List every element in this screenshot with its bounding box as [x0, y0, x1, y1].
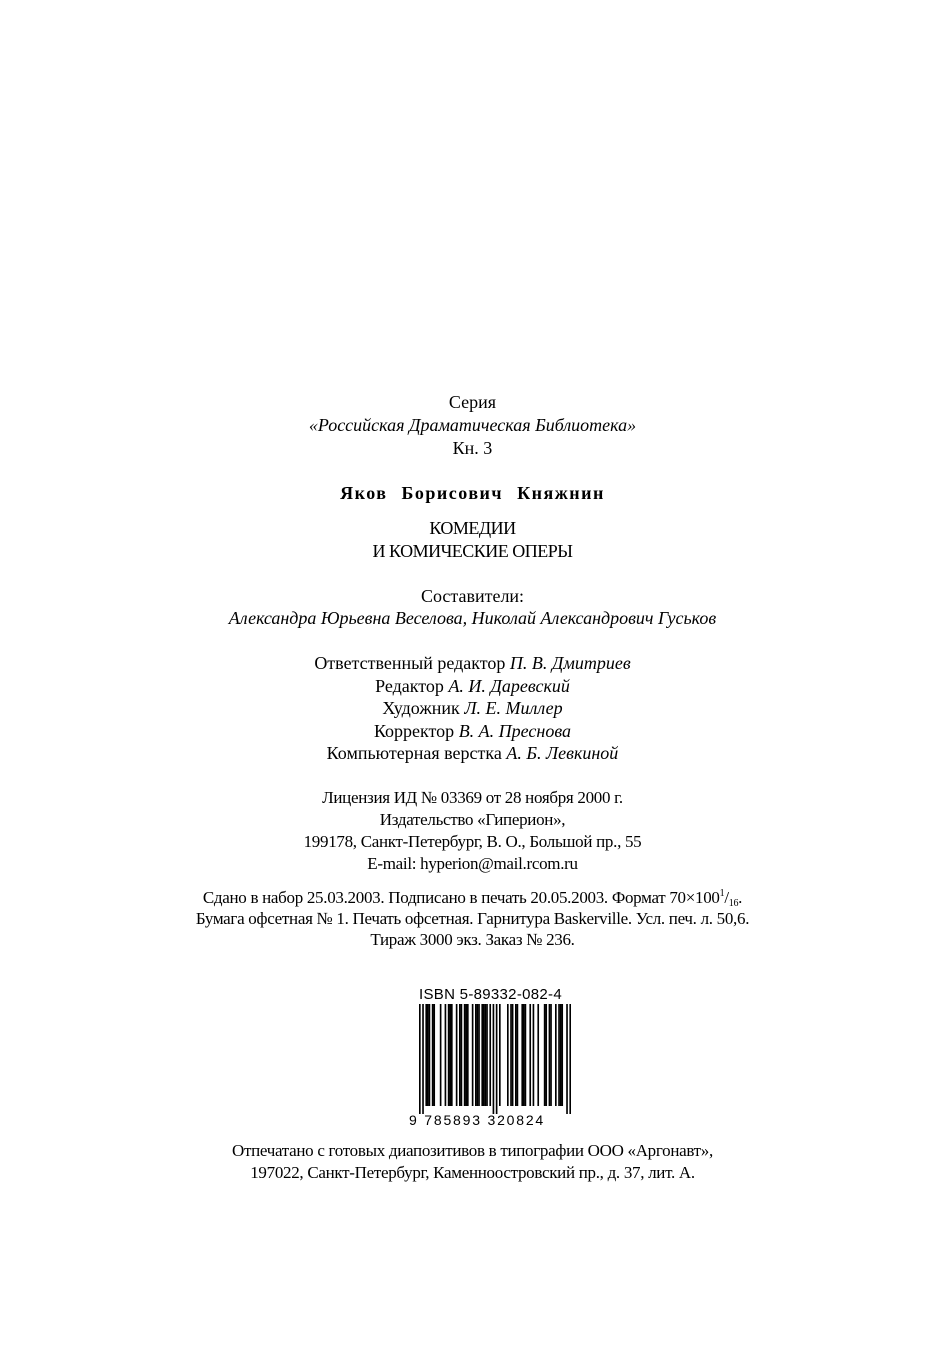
series-label: Серия [448, 392, 497, 412]
barcode-bar [425, 1004, 427, 1106]
barcode-bar [459, 1004, 461, 1106]
series-name: «Российская Драматическая Библиотека» [308, 415, 637, 435]
barcode-bar [475, 1004, 477, 1106]
isbn-barcode [409, 1004, 571, 1114]
barcode-bar [485, 1004, 487, 1106]
print-info-line1 [0, 887, 945, 909]
barcode-bar [451, 1004, 453, 1106]
barcode-bar [432, 1004, 434, 1106]
format-sub: 16 [728, 898, 739, 909]
barcode-bar [477, 1004, 479, 1106]
staff-role: Художник [382, 698, 460, 718]
barcode-bar [521, 1004, 523, 1106]
barcode-bar [465, 1004, 467, 1106]
barcode-bar [507, 1004, 509, 1106]
barcode-bar [481, 1004, 483, 1106]
barcode-bar [427, 1004, 429, 1106]
barcode-bar [569, 1004, 571, 1114]
publisher-email: E-mail: hyperion@mail.rcom.ru [367, 854, 578, 873]
barcode-bar [545, 1004, 547, 1106]
barcode-bar [472, 1004, 474, 1106]
format-sup: 1 [719, 888, 725, 899]
staff-role: Компьютерная верстка [326, 743, 502, 763]
barcode-bar [555, 1004, 557, 1106]
staff-line-responsible-editor [0, 652, 945, 674]
author-name: Яков Борисович Княжнин [340, 483, 605, 503]
staff-name: Л. Е. Миллер [464, 698, 563, 718]
format-slash: / [724, 888, 729, 907]
book-title-line2: И КОМИЧЕСКИЕ ОПЕРЫ [372, 541, 573, 561]
staff-line-layout [0, 742, 945, 764]
barcode-bar [525, 1004, 527, 1106]
staff-name: П. В. Дмитриев [509, 653, 631, 673]
barcode-bar [560, 1004, 562, 1106]
barcode-bar [422, 1004, 424, 1114]
barcode-bar [515, 1004, 517, 1106]
barcode-bar [537, 1004, 539, 1106]
barcode-bar [419, 1004, 421, 1114]
barcode-bar [478, 1004, 480, 1106]
isbn-label: ISBN 5-89332-082-4 [419, 986, 562, 1003]
compilers-label: Составители: [420, 586, 525, 606]
print-info-end: . [738, 888, 743, 907]
barcode-bar [464, 1004, 466, 1106]
printer-line2: 197022, Санкт-Петербург, Каменноостровский пр., д. 37, лит. А. [250, 1163, 695, 1182]
print-info-line3: Тираж 3000 экз. Заказ № 236. [370, 930, 575, 949]
barcode-bar [483, 1004, 485, 1106]
barcode-bar [445, 1004, 447, 1106]
staff-role: Ответственный редактор [314, 653, 506, 673]
barcode-bar [493, 1004, 495, 1114]
staff-line-proofreader [0, 720, 945, 742]
barcode-bar [549, 1004, 551, 1106]
barcode-bar [558, 1004, 560, 1106]
barcode-bar [499, 1004, 501, 1106]
barcode-bar [456, 1004, 458, 1106]
staff-role: Корректор [373, 721, 455, 741]
barcode-bar [544, 1004, 546, 1106]
barcode-bar [429, 1004, 431, 1106]
publisher-license: Лицензия ИД № 03369 от 28 ноября 2000 г. [322, 788, 623, 807]
publisher-name: Издательство «Гиперион», [379, 810, 566, 829]
barcode-bar [440, 1004, 442, 1106]
barcode-bar [510, 1004, 512, 1106]
barcode-bar [433, 1004, 435, 1106]
barcode-bar [448, 1004, 450, 1106]
barcode-bar [461, 1004, 463, 1106]
barcode-digits: 9 785893 320824 [409, 1112, 545, 1128]
barcode-bar [566, 1004, 568, 1114]
barcode-bar [449, 1004, 451, 1106]
barcode-bar [517, 1004, 519, 1106]
print-info-line2: Бумага офсетная № 1. Печать офсетная. Гарнитура Baskerville. Усл. печ. л. 50,6. [195, 909, 750, 928]
compilers-names: Александра Юрьевна Веселова, Николай Александрович Гуськов [228, 608, 717, 628]
book-title-line1: КОМЕДИИ [429, 518, 516, 538]
staff-name: В. А. Преснова [458, 721, 572, 741]
barcode-bar [512, 1004, 514, 1106]
barcode-bar [467, 1004, 469, 1106]
barcode-bar [533, 1004, 535, 1106]
barcode-bar [496, 1004, 498, 1114]
staff-name: А. Б. Левкиной [506, 743, 619, 763]
barcode-bar [486, 1004, 488, 1106]
barcode-bar [523, 1004, 525, 1106]
barcode-bar [489, 1004, 491, 1106]
print-info-text: Сдано в набор 25.03.2003. Подписано в печать 20.05.2003. Формат 70×100 [202, 888, 720, 907]
printer-line1: Отпечатано с готовых диапозитивов в типографии ООО «Аргонавт», [232, 1141, 713, 1160]
staff-line-artist [0, 697, 945, 719]
isbn-block [409, 986, 571, 1131]
barcode-bar [529, 1004, 531, 1106]
series-book-number: Кн. 3 [452, 438, 493, 458]
staff-line-editor [0, 675, 945, 697]
publisher-address: 199178, Санкт-Петербург, В. О., Большой пр., 55 [303, 832, 642, 851]
barcode-bar [561, 1004, 563, 1106]
barcode-bar [550, 1004, 552, 1106]
staff-role: Редактор [375, 676, 444, 696]
staff-name: А. И. Даревский [448, 676, 570, 696]
